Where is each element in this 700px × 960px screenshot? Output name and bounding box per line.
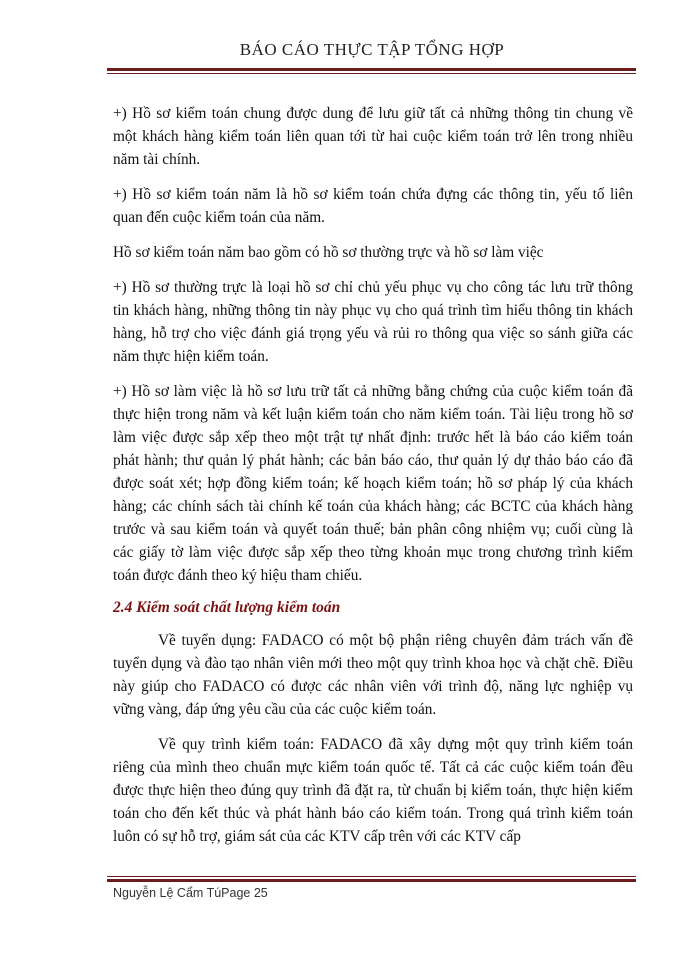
footer-rule-thin	[107, 876, 636, 877]
paragraph-annual-file: +) Hồ sơ kiểm toán năm là hồ sơ kiểm toán chứa đựng các thông tin, yếu tố liên quan đến cuộc kiểm toán của năm.	[113, 186, 633, 226]
header-rule-thick	[107, 68, 636, 71]
report-title: BÁO CÁO THỰC TẬP TỔNG HỢP	[239, 40, 505, 59]
footer-author-page: Nguyễn Lệ Cẩm TúPage 25	[113, 886, 268, 900]
footer-rule-thick	[107, 879, 636, 882]
paragraph-recruitment: Về tuyển dụng: FADACO có một bộ phận riêng chuyên đảm trách vấn đề tuyển dụng và đào tạo nhân viên mới theo một quy trình khoa học và chặt chẽ. Điều này giúp cho FADACO có được các nhân viên với trình độ, năng lực nghiệp vụ vững vàng, đáp ứng yêu cầu của các cuộc kiểm toán.	[113, 632, 633, 718]
page-body	[113, 102, 633, 860]
paragraph-permanent-file: +) Hồ sơ thường trực là loại hồ sơ chỉ chủ yếu phục vụ cho công tác lưu trữ thông tin khách hàng, những thông tin này phục vụ cho quá trình tìm hiểu thông tin khách hàng, hỗ trợ cho việc đánh giá trọng yếu và rủi ro thông qua việc so sánh giữa các năm thực hiện kiểm toán.	[113, 279, 633, 365]
paragraph-working-file: +) Hồ sơ làm việc là hồ sơ lưu trữ tất cả những bằng chứng của cuộc kiểm toán đã thực hiện trong năm và kết luận kiểm toán cho năm kiểm toán. Tài liệu trong hồ sơ làm việc được sắp xếp theo một trật tự nhất định: trước hết là báo cáo kiểm toán phát hành; thư quản lý phát hành; các bản báo cáo, thư quản lý dự thảo báo cáo đã được soát xét; hợp đồng kiểm toán; kế hoạch kiểm toán; hồ sơ pháp lý của khách hàng; các chính sách tài chính kế toán của khách hàng; các BCTC của khách hàng trước và sau kiểm toán và quyết toán thuế; bản phân công nhiệm vụ; cuối cùng là các giấy tờ làm việc được sắp xếp theo từng khoản mục trong chương trình kiểm toán được đánh theo ký hiệu tham chiếu.	[113, 383, 633, 584]
paragraph-audit-process: Về quy trình kiểm toán: FADACO đã xây dựng một quy trình kiểm toán riêng của mình theo chuẩn mực kiểm toán quốc tế. Tất cả các cuộc kiểm toán đều được thực hiện theo đúng quy trình đã đặt ra, từ chuẩn bị kiểm toán, thực hiện kiểm toán cho đến kết thúc và phát hành báo cáo kiểm toán. Trong quá trình kiểm toán luôn có sự hỗ trợ, giám sát của các KTV cấp trên với các KTV cấp	[113, 736, 633, 845]
paragraph-general-file: +) Hồ sơ kiểm toán chung được dung để lưu giữ tất cả những thông tin chung về một khách hàng kiểm toán liên quan tới từ hai cuộc kiểm toán trở lên trong nhiều năm tài chính.	[113, 105, 633, 168]
paragraph-annual-file-contents: Hồ sơ kiểm toán năm bao gồm có hồ sơ thường trực và hồ sơ làm việc	[113, 244, 544, 261]
section-heading: 2.4 Kiểm soát chất lượng kiểm toán	[113, 599, 341, 616]
header-rule-thin	[107, 73, 636, 74]
